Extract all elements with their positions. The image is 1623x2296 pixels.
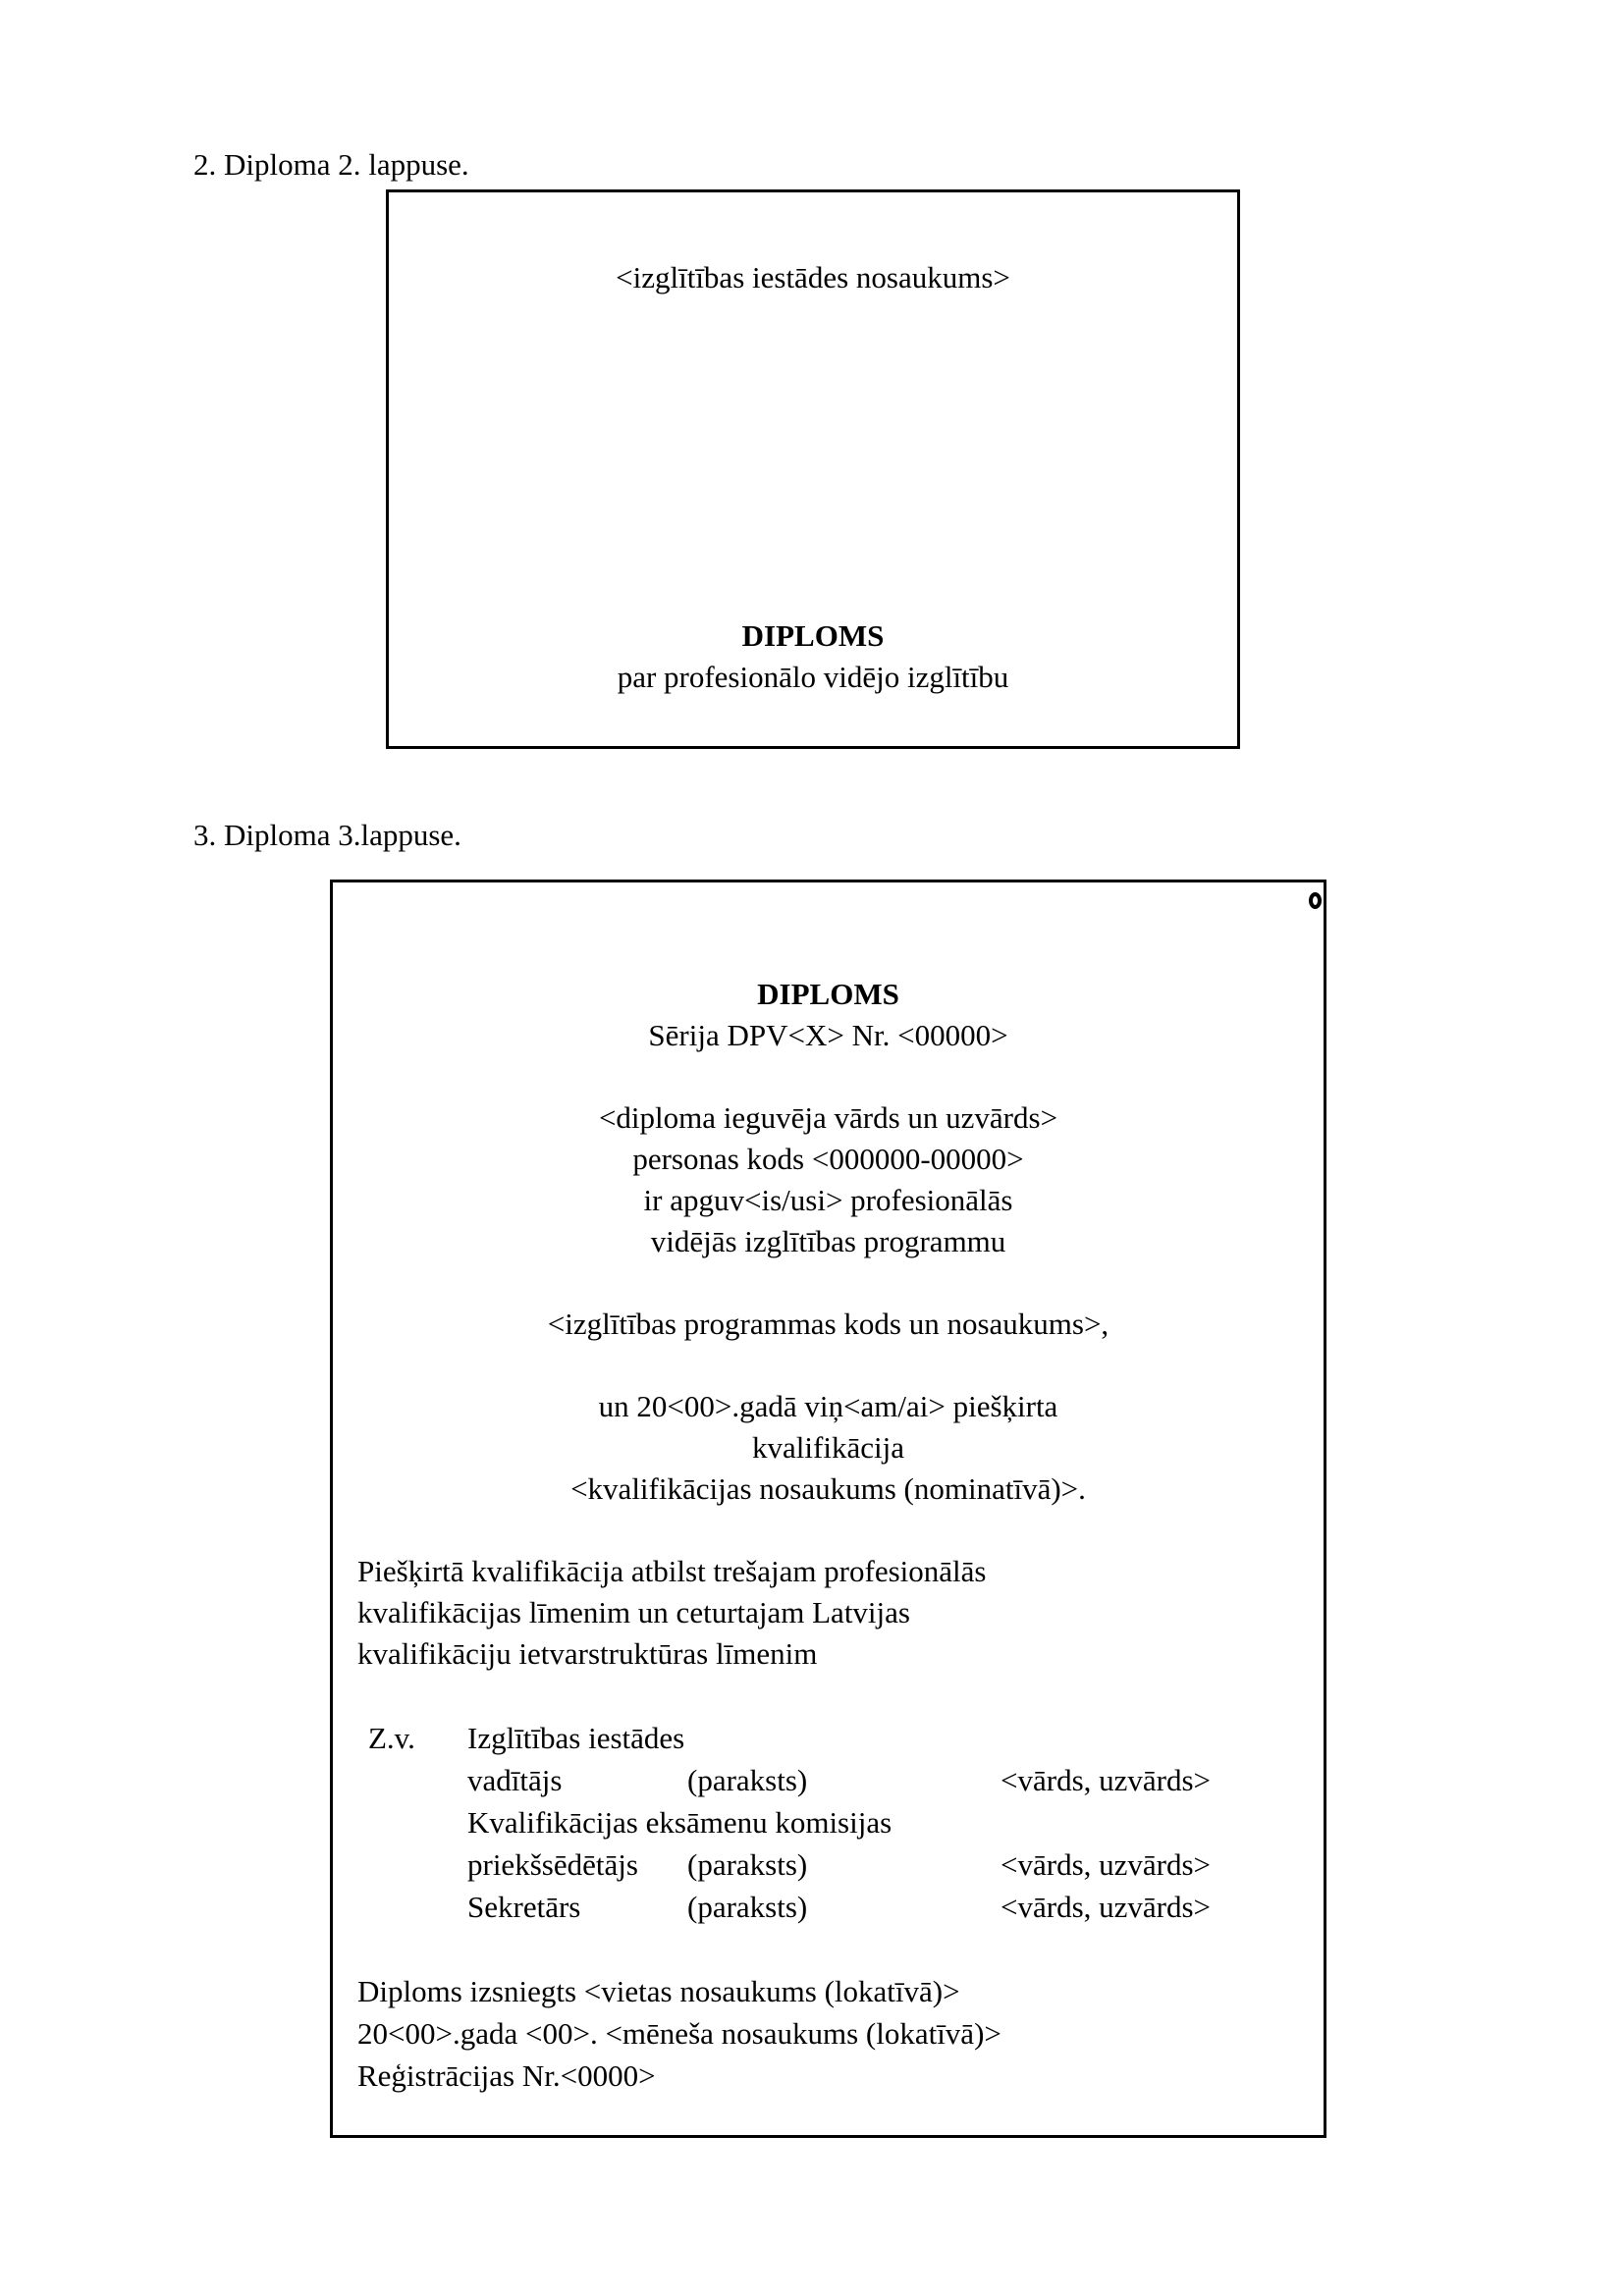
page2-heading: 2. Diploma 2. lappuse. (193, 147, 469, 182)
institution-name: <izglītības iestādes nosaukums> (616, 260, 1010, 294)
diploma-title: DIPLOMS (757, 977, 899, 1011)
issued-line-2: 20<00>.gada <00>. <mēneša nosaukums (lokatīvā)> (357, 2016, 1001, 2051)
signature-heading-1: Izglītības iestādes (467, 1721, 685, 1755)
registration-number: Reģistrācijas Nr.<0000> (357, 2058, 656, 2093)
diploma-page3-frame (330, 880, 1326, 2138)
completed-line-2: vidējās izglītības programmu (650, 1224, 1006, 1258)
issued-line-1: Diploms izsniegts <vietas nosaukums (lokatīvā)> (357, 1974, 960, 2008)
signature-placeholder-2: (paraksts) (687, 1847, 808, 1882)
signature-role-2: priekšsēdētājs (467, 1847, 638, 1882)
level-line-3: kvalifikāciju ietvarstruktūras līmenim (357, 1636, 818, 1671)
signature-role-3: Sekretārs (467, 1890, 581, 1924)
signature-heading-2: Kvalifikācijas eksāmenu komisijas (467, 1805, 893, 1840)
seal-place-label: Z.v. (368, 1721, 415, 1755)
awarded-line-2: kvalifikācija (752, 1430, 904, 1465)
qualification-name: <kvalifikācijas nosaukums (nominatīvā)>. (570, 1471, 1086, 1506)
signature-role-1: vadītājs (467, 1763, 563, 1797)
completed-line-1: ir apguv<is/usi> profesionālās (643, 1183, 1013, 1217)
personal-code: personas kods <000000-00000> (632, 1142, 1024, 1176)
signature-placeholder-3: (paraksts) (687, 1890, 808, 1924)
level-line-2: kvalifikācijas līmenim un ceturtajam Latvijas (357, 1595, 910, 1629)
name-placeholder-1: <vārds, uzvārds> (1001, 1763, 1212, 1797)
name-placeholder-2: <vārds, uzvārds> (1001, 1847, 1212, 1882)
awarded-line-1: un 20<00>.gadā viņ<am/ai> piešķirta (598, 1389, 1058, 1423)
program-name: <izglītības programmas kods un nosaukums>, (547, 1307, 1109, 1341)
signature-placeholder-1: (paraksts) (687, 1763, 808, 1797)
level-line-1: Piešķirtā kvalifikācija atbilst trešajam profesionālās (357, 1554, 987, 1588)
page3-heading: 3. Diploma 3.lappuse. (193, 818, 461, 852)
diploma-page2-frame (386, 189, 1240, 749)
diploma-series: Sērija DPV<X> Nr. <00000> (648, 1018, 1008, 1052)
diploma-subtitle: par profesionālo vidējo izglītību (617, 660, 1009, 694)
name-placeholder-3: <vārds, uzvārds> (1001, 1890, 1212, 1924)
diploma-title: DIPLOMS (741, 618, 885, 653)
circle-marker-icon (1309, 892, 1322, 909)
holder-name: <diploma ieguvēja vārds un uzvārds> (598, 1100, 1058, 1135)
